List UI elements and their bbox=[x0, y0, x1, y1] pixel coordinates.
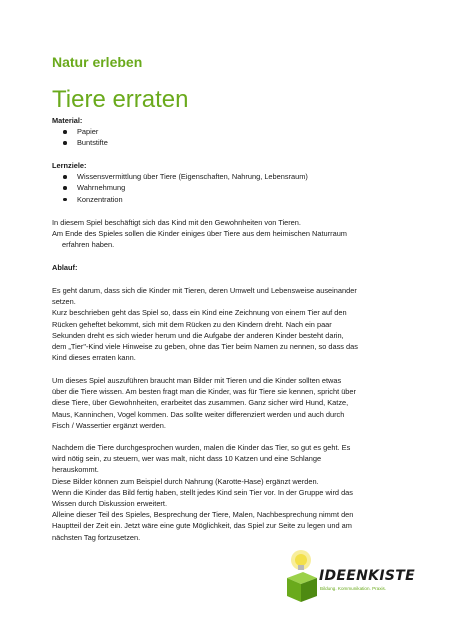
text-line: Wissen durch Diskussion erweitert. bbox=[52, 499, 168, 509]
ablauf-heading: Ablauf: bbox=[52, 263, 78, 272]
list-item bbox=[52, 171, 412, 182]
lernziele-list bbox=[52, 171, 412, 205]
text-line: Alleine dieser Teil des Spieles, Besprechung der Tiere, Malen, Nachbesprechung nimmt den bbox=[52, 510, 354, 520]
list-item bbox=[52, 182, 412, 193]
list-item bbox=[52, 137, 412, 148]
bullet-icon bbox=[63, 175, 67, 179]
list-item bbox=[52, 194, 412, 205]
list-item-text: Wahrnehmung bbox=[77, 183, 126, 193]
text-line: diese Tiere, über Gewohnheiten, erarbeitet das zusammen. Ganz sicher wird Hund, Katze, bbox=[52, 398, 349, 408]
bullet-icon bbox=[63, 130, 67, 134]
logo-wordmark: IDEENKISTE bbox=[319, 568, 415, 584]
text-line: Sekunden dreht es sich wieder herum und die Aufgabe der anderen Kinder besteht darin, bbox=[52, 330, 344, 340]
bullet-icon bbox=[63, 198, 67, 202]
list-item bbox=[52, 126, 412, 137]
intro-paragraph bbox=[52, 217, 412, 251]
text-line: Um dieses Spiel auszuführen braucht man Bilder mit Tieren und die Kinder sollten etwas bbox=[52, 376, 342, 385]
material-list bbox=[52, 126, 412, 148]
text-line: dem „Tier"-Kind viele Hinweise zu geben, ohne das Tier beim Namen zu nennen, so dass das bbox=[52, 342, 358, 352]
list-item-text: Papier bbox=[77, 127, 99, 137]
ablauf-paragraph-3 bbox=[52, 442, 412, 543]
text-line: Nachdem die Tiere durchgesprochen wurden, malen die Kinder das Tier, so gut es geht. Es bbox=[52, 443, 351, 452]
text-line: wird nötig sein, zu steuern, wer was malt, nicht dass 10 Katzen und eine Schlange bbox=[52, 454, 322, 464]
text-line: herauskommt. bbox=[52, 465, 99, 475]
text-line: Rücken geheftet bekommt, sich mit dem Rücken zu den Kindern dreht. Nach ein paar bbox=[52, 319, 332, 329]
text-line: Diese Bilder können zum Beispiel durch Nahrung (Karotte-Hase) ergänzt werden. bbox=[52, 476, 319, 486]
text-line: Am Ende des Spieles sollen die Kinder einiges über Tiere aus dem heimischen Naturraum bbox=[52, 229, 347, 239]
ablauf-paragraph-1 bbox=[52, 285, 412, 363]
text-line: Kind dieses erraten kann. bbox=[52, 353, 136, 363]
logo-tagline: Bildung. Kommunikation. Praxis. bbox=[320, 586, 387, 591]
text-line: In diesem Spiel beschäftigt sich das Kind mit den Gewohnheiten von Tieren. bbox=[52, 218, 301, 227]
material-heading: Material: bbox=[52, 116, 83, 125]
list-item-text: Buntstifte bbox=[77, 138, 108, 148]
text-line: nächsten Tag fortzusetzen. bbox=[52, 532, 141, 542]
text-line: Es geht darum, dass sich die Kinder mit Tieren, deren Umwelt und Lebensweise auseinander bbox=[52, 286, 357, 295]
ablauf-paragraph-2 bbox=[52, 375, 412, 431]
lernziele-heading: Lernziele: bbox=[52, 161, 87, 170]
lernziele-section bbox=[52, 160, 412, 205]
list-item-text: Konzentration bbox=[77, 194, 123, 204]
text-line: Kurz beschrieben geht das Spiel so, dass ein Kind eine Zeichnung von einem Tier auf den bbox=[52, 308, 347, 318]
lightbulb-box-icon bbox=[283, 548, 323, 604]
ideenkiste-logo bbox=[283, 548, 415, 608]
material-section bbox=[52, 115, 412, 149]
category-heading: Natur erleben bbox=[52, 54, 143, 70]
text-line: Fisch / Wassertier ergänzt werden. bbox=[52, 420, 166, 430]
text-line: erfahren haben. bbox=[62, 240, 115, 250]
list-item-text: Wissensvermittlung über Tiere (Eigenschaften, Nahrung, Lebensraum) bbox=[77, 172, 308, 182]
bullet-icon bbox=[63, 186, 67, 190]
text-line: über die Tiere wissen. Am besten fragt man die Kinder, was für Tiere sie kennen, spricht über bbox=[52, 387, 356, 397]
bullet-icon bbox=[63, 141, 67, 145]
text-line: Hauptteil der Zeit ein. Jetzt wäre eine gute Möglichkeit, das Spiel zur Seite zu legen und am bbox=[52, 521, 352, 531]
page-title: Tiere erraten bbox=[52, 86, 189, 113]
text-line: setzen. bbox=[52, 297, 76, 307]
text-line: Maus, Kanninchen, Vogel kommen. Das sollte weiter differenziert werden und auch durch bbox=[52, 409, 345, 419]
text-line: Wenn die Kinder das Bild fertig haben, stellt jedes Kind sein Tier vor. In der Gruppe wird das bbox=[52, 487, 353, 497]
